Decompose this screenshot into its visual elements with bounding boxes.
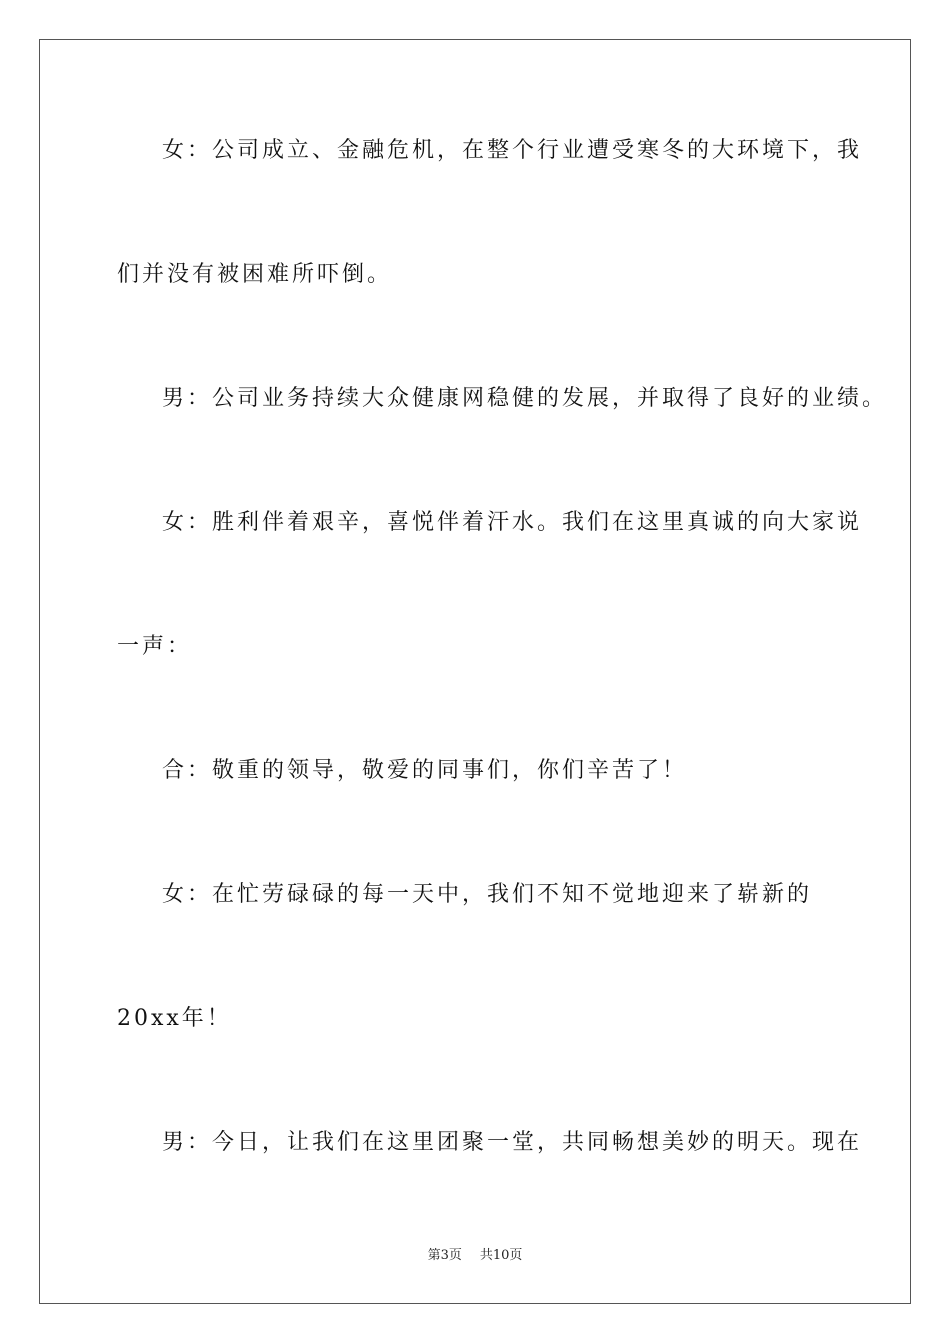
paragraph-line: 一声： [117,634,193,659]
paragraph-line: 合：敬重的领导，敬爱的同事们，你们辛苦了！ [162,758,688,783]
page-footer [0,1247,950,1265]
page-border [39,39,911,1304]
page-total: 共10页 [479,1248,523,1263]
paragraph-line: 女：胜利伴着艰辛，喜悦伴着汗水。我们在这里真诚的向大家说 [162,510,863,535]
paragraph-line: 男：公司业务持续大众健康网稳健的发展，并取得了良好的业绩。 [162,386,888,411]
paragraph-line: 20xx年！ [117,1006,232,1031]
paragraph-line: 女：公司成立、金融危机，在整个行业遭受寒冬的大环境下，我 [162,138,863,163]
paragraph-line: 女：在忙劳碌碌的每一天中，我们不知不觉地迎来了崭新的 [162,882,813,907]
page-number: 第3页 [427,1248,462,1263]
paragraph-line: 们并没有被困难所吓倒。 [117,262,393,287]
paragraph-line: 男：今日，让我们在这里团聚一堂，共同畅想美妙的明天。现在 [162,1130,863,1155]
